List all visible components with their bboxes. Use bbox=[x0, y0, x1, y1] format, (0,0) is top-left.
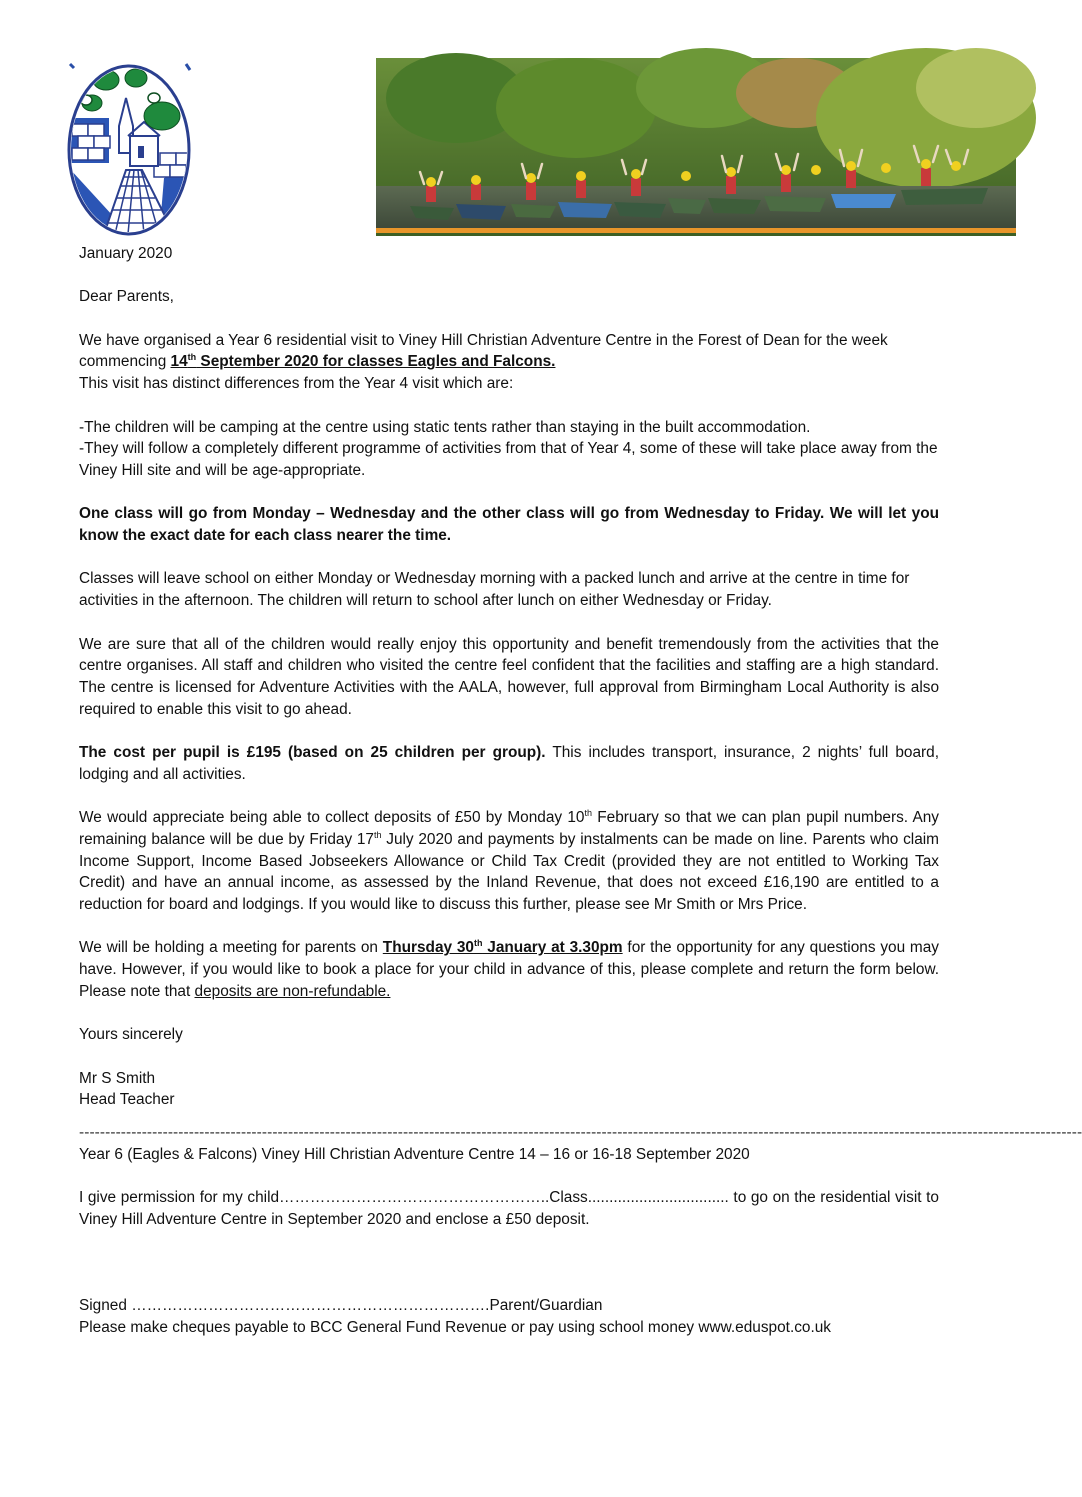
form-title: Year 6 (Eagles & Falcons) Viney Hill Christian Adventure Centre 14 – 16 or 16-18 September 2020 bbox=[79, 1145, 750, 1163]
closing: Yours sincerely bbox=[79, 1026, 183, 1044]
paragraph-cost: The cost per pupil is £195 (based on 25 children per group). This includes transport, insurance, 2 nights’ full board, lodging and all activities. bbox=[79, 744, 939, 783]
paragraph-visit-intro: We have organised a Year 6 residential visit to Viney Hill Christian Adventure Centre in the Forest of Dean for the week commencing 14th September 2020 for classes Eagles and Falcons. This visit has distinct differences from the Year 4 visit which are: bbox=[79, 331, 888, 393]
letter-body bbox=[79, 243, 1082, 1339]
payment-instructions: Please make cheques payable to BCC General Fund Revenue or pay using school money www.eduspot.co.uk bbox=[79, 1318, 832, 1336]
paragraph-differences: -The children will be camping at the centre using static tents rather than staying in the built accommodation. -They will follow a completely different programme of activities from that of Year 4, some of these will take place away from the Viney Hill site and will be age-appropriate. bbox=[79, 418, 938, 479]
paragraph-class-dates: One class will go from Monday – Wednesday and the other class will go from Wednesday to Friday. We will let you know the exact date for each class nearer the time. bbox=[79, 505, 939, 545]
paragraph-meeting: We will be holding a meeting for parents on Thursday 30th January at 3.30pm for the opportunity for any questions you may have. However, if you would like to book a place for your child in advance of this, please complete and return the form below. Please note that deposits are non-refundable. bbox=[79, 938, 940, 1000]
form-signature-line[interactable]: Signed …………………………………………………………….Parent/Guardian bbox=[79, 1297, 603, 1315]
letter-date: January 2020 bbox=[79, 245, 173, 262]
school-logo bbox=[64, 58, 194, 238]
spacer bbox=[79, 1252, 939, 1295]
signatory-name: Mr S Smith bbox=[79, 1069, 156, 1087]
form-permission-line[interactable]: I give permission for my child……………………………………………..Class................................. to go on the residential visit to Viney Hill Adventure Centre in September 2020 and enclose a £50 deposit. bbox=[79, 1189, 939, 1228]
cut-line: ------------------------------------------------------------------------------------------------------------------------------------------------------------------------------------------------ bbox=[79, 1123, 1082, 1141]
paragraph-travel: Classes will leave school on either Monday or Wednesday morning with a packed lunch and arrive at the centre in time for activities in the afternoon. The children will return to school after lunch on either Wednesday or Friday. bbox=[79, 570, 910, 610]
letter-greeting: Dear Parents, bbox=[79, 288, 174, 306]
paragraph-benefits: We are sure that all of the children would really enjoy this opportunity and benefit tremendously from the activities that the centre organises. All staff and children who visited the centre feel confident that the facilities and staffing are a high standard. The centre is licensed for Adventure Activities with the AALA, however, full approval from Birmingham Local Authority is also required to enable this visit to go ahead. bbox=[79, 635, 939, 718]
paragraph-deposits: We would appreciate being able to collect deposits of £50 by Monday 10th February so that we can plan pupil numbers. Any remaining balance will be due by Friday 17th July 2020 and payments by instalments can be made on line. Parents who claim Income Support, Income Based Jobseekers Allowance or Child Tax Credit (provided they are not entitled to Working Tax Credit) and have an annual income, as assessed by the Inland Revenue, that does not exceed £16,190 are entitled to a reduction for board and lodgings. If you would like to discuss this further, please see Mr Smith or Mrs Price. bbox=[79, 808, 939, 913]
signatory-title: Head Teacher bbox=[79, 1091, 175, 1109]
banner-photo bbox=[376, 58, 1016, 236]
